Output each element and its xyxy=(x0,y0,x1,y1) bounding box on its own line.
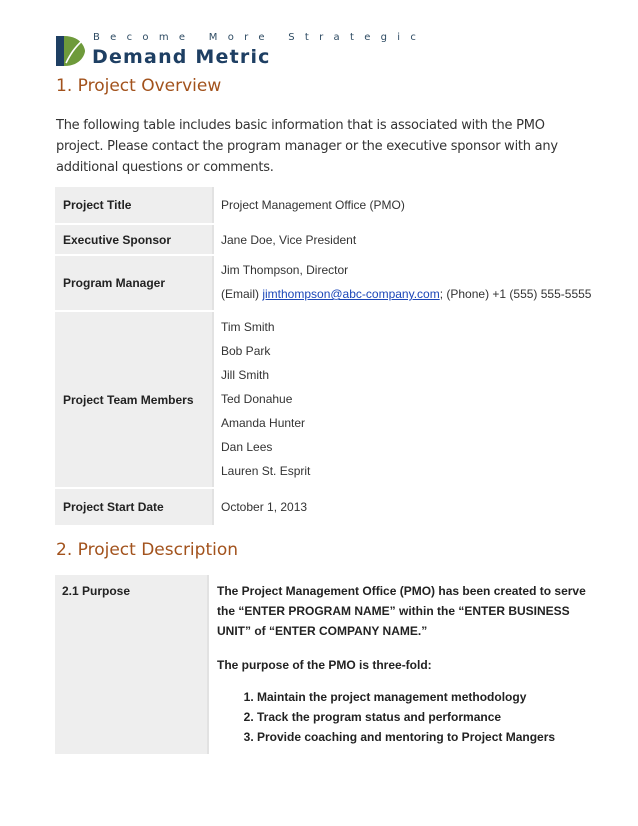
team-member: Bob Park xyxy=(221,344,271,358)
label-start-date: Project Start Date xyxy=(55,488,213,526)
value-executive-sponsor: Jane Doe, Vice President xyxy=(213,224,596,255)
team-member: Ted Donahue xyxy=(221,392,293,406)
table-row xyxy=(55,311,596,488)
list-item: 3. Provide coaching and mentoring to Project Mangers xyxy=(257,727,596,747)
table-row xyxy=(55,187,596,224)
list-item: 2. Track the program status and performance xyxy=(257,707,596,727)
value-start-date: October 1, 2013 xyxy=(213,488,596,526)
label-executive-sponsor: Executive Sponsor xyxy=(55,224,213,255)
value-project-title: Project Management Office (PMO) xyxy=(213,187,596,224)
paragraph-gap xyxy=(217,641,596,655)
label-program-manager: Program Manager xyxy=(55,255,213,311)
section-heading-overview: 1. Project Overview xyxy=(56,76,222,96)
team-member: Amanda Hunter xyxy=(221,416,306,430)
program-manager-contact xyxy=(221,282,595,306)
table-row xyxy=(55,255,596,311)
email-link[interactable]: jimthompson@abc-company.com xyxy=(262,287,440,301)
demand-metric-logo xyxy=(55,30,427,70)
label-project-title: Project Title xyxy=(55,187,213,224)
label-purpose: 2.1 Purpose xyxy=(55,575,208,754)
project-overview-table xyxy=(55,187,596,527)
value-purpose xyxy=(208,575,596,754)
purpose-paragraph: The Project Management Office (PMO) has been created to serve the “ENTER PROGRAM NAME” within the “ENTER BUSINESS UNIT” of “ENTER COMPANY NAME.” xyxy=(217,584,586,638)
purpose-list xyxy=(217,687,596,747)
logo-leaf-icon xyxy=(55,36,87,66)
value-team-members xyxy=(213,311,596,488)
section-heading-description: 2. Project Description xyxy=(56,540,239,560)
team-member: Lauren St. Esprit xyxy=(221,464,311,478)
table-row xyxy=(55,575,596,754)
team-member: Dan Lees xyxy=(221,440,273,454)
purpose-lead: The purpose of the PMO is three-fold: xyxy=(217,658,432,672)
team-member: Jill Smith xyxy=(221,368,270,382)
overview-intro: The following table includes basic information that is associated with the PMO project. Please contact the program manager or the executive sponsor with any additional questions or comments. xyxy=(56,118,558,175)
email-prefix: (Email) xyxy=(221,287,263,301)
team-member: Tim Smith xyxy=(221,320,275,334)
label-team-members: Project Team Members xyxy=(55,311,213,488)
value-program-manager xyxy=(213,255,596,311)
phone-text: ; (Phone) +1 (555) 555-5555 xyxy=(439,287,592,301)
logo-brand: Demand Metric xyxy=(92,46,271,68)
program-manager-name: Jim Thompson, Director xyxy=(221,263,349,277)
logo-tagline: Become More Strategic xyxy=(93,32,427,43)
project-description-table xyxy=(55,575,596,754)
list-item: 1. Maintain the project management methodology xyxy=(257,687,596,707)
table-row xyxy=(55,224,596,255)
table-row xyxy=(55,488,596,526)
